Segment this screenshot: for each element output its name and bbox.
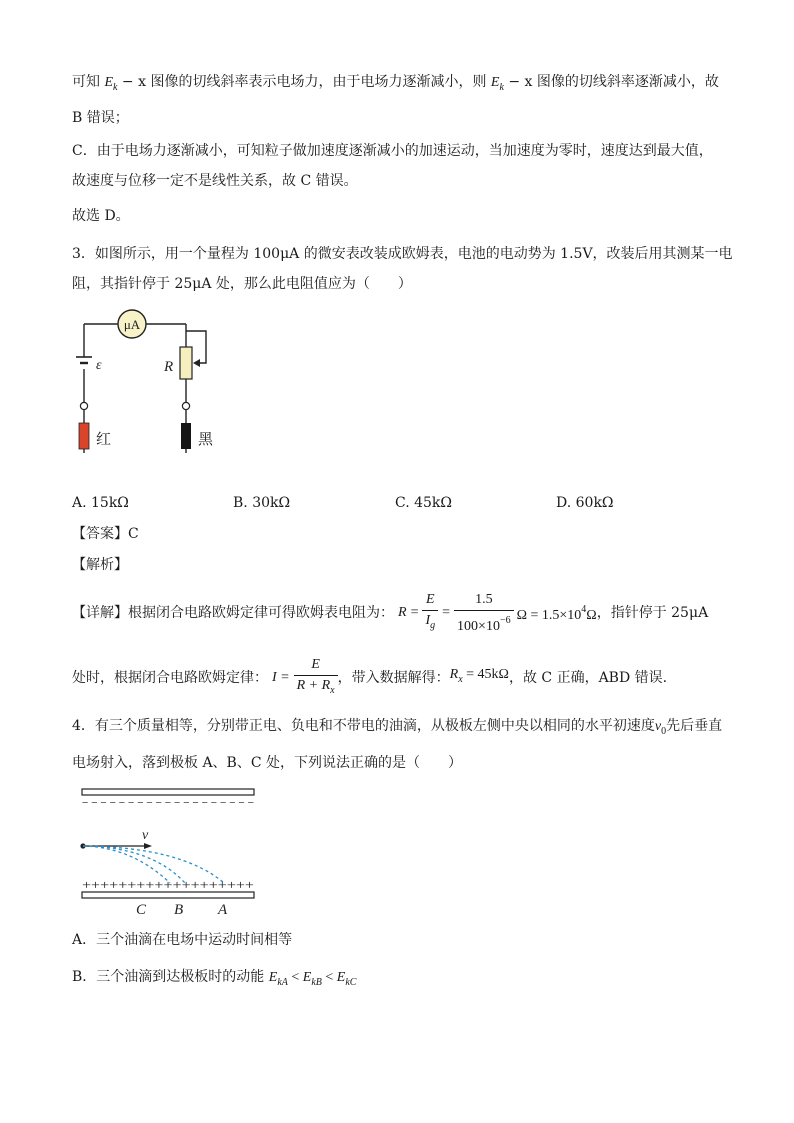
math-var: I = bbox=[272, 669, 290, 685]
point-b-label: B bbox=[174, 902, 184, 918]
question-3-line-2: 阻，其指针停于 25μA 处，那么此电阻值应为（ ） bbox=[72, 276, 412, 292]
math-op: = bbox=[442, 605, 451, 620]
answer-line bbox=[72, 524, 139, 544]
answer-tag: 【答案】 bbox=[72, 526, 128, 542]
text-span: − x 图像的切线斜率表示电场力，由于电场力逐渐减小，则 bbox=[117, 74, 487, 90]
question-4-line-1: 4．有三个质量相等，分别带正电、负电和不带电的油滴，从极板左侧中央以相同的水平初速度$v_0$先后垂直 bbox=[72, 718, 723, 737]
black-probe-icon bbox=[181, 423, 191, 449]
kinetic-energy-expression: $E_{kA} < E_{kB} < E_{kC}$ bbox=[268, 970, 357, 988]
fraction-current: $\frac{E}{R + R_x}$ bbox=[294, 655, 338, 701]
text-span: ，带入数据解得： bbox=[337, 669, 450, 686]
point-a-label: A bbox=[218, 902, 228, 918]
math-op: = bbox=[410, 605, 419, 620]
point-c-label: C bbox=[136, 902, 147, 918]
text-span: 根据闭合电路欧姆定律可得欧姆表电阻为： bbox=[128, 605, 394, 621]
fraction-e-over-ig: $\frac{E}{I_g}$ bbox=[422, 590, 438, 636]
v0-symbol: $v_0$ bbox=[654, 719, 667, 737]
detail-tag: 【详解】 bbox=[72, 605, 128, 621]
answer-value: C bbox=[128, 526, 139, 542]
text-line: B 错误； bbox=[72, 110, 129, 126]
velocity-label: v bbox=[142, 828, 149, 843]
question-3-line-1: 3．如图所示，用一个量程为 100μA 的微安表改装成欧姆表，电池的电动势为 1.5V，改装后用其测某一电 bbox=[72, 246, 733, 262]
capacitor-droplets-figure bbox=[72, 785, 268, 920]
ohmmeter-circuit-figure bbox=[60, 305, 230, 455]
detail-line-1 bbox=[72, 588, 708, 638]
text-span: ，指针停于 25μA bbox=[596, 605, 709, 621]
text-line: C．由于电场力逐渐减小，可知粒子做加速度逐渐减小的加速运动，当加速度为零时，速度达到最大值， bbox=[72, 143, 713, 159]
text-span: ，故 C 正确，ABD 错误. bbox=[508, 669, 668, 686]
text-span: 可知 bbox=[72, 74, 100, 90]
math-result: $\Omega = 1.5\times 10^4\Omega$ bbox=[516, 604, 597, 623]
detail-line-2 bbox=[72, 653, 667, 702]
positive-charges: +++++++++++++++++++ bbox=[82, 877, 254, 892]
text-span: − x 图像的切线斜率逐渐减小，故 bbox=[503, 74, 719, 90]
ek-symbol: $E_k$ bbox=[490, 75, 504, 93]
analysis-tag: 【解析】 bbox=[72, 557, 128, 573]
text-line: 故速度与位移一定不是线性关系，故 C 错误。 bbox=[72, 173, 358, 189]
option-a[interactable]: A. 15kΩ bbox=[72, 495, 129, 511]
text-line bbox=[72, 72, 719, 98]
question-4-line-2: 电场射入，落到极板 A、B、C 处，下列说法正确的是（ ） bbox=[72, 755, 463, 771]
text-line: 故选 D。 bbox=[72, 208, 130, 224]
ek-symbol: $E_k$ bbox=[104, 75, 118, 93]
meter-label: μA bbox=[123, 317, 141, 332]
fraction-value: $\frac{1.5}{100\times 10^{-6}}$ bbox=[454, 590, 514, 637]
resistor-label: R bbox=[164, 359, 174, 375]
negative-charges: − − − − − − − − − − − − − − − − − − − bbox=[82, 795, 254, 810]
text-span: 处时，根据闭合电路欧姆定律： bbox=[72, 669, 268, 686]
option-d[interactable]: D. 60kΩ bbox=[556, 495, 614, 511]
resistor-icon bbox=[180, 347, 192, 379]
math-var: R bbox=[398, 605, 407, 620]
q4-option-a[interactable]: A．三个油滴在电场中运动时间相等 bbox=[72, 932, 293, 948]
emf-label: ε bbox=[96, 358, 102, 373]
red-label: 红 bbox=[96, 432, 112, 448]
option-c[interactable]: C. 45kΩ bbox=[395, 495, 453, 511]
q4-option-b[interactable]: B．三个油滴到达极板时的动能 $E_{kA} < E_{kB} < E_{kC}$ bbox=[72, 969, 357, 988]
red-probe-icon bbox=[79, 423, 89, 449]
option-b[interactable]: B. 30kΩ bbox=[233, 495, 291, 511]
math-result: $R_x = 45k\Omega$ bbox=[449, 667, 509, 685]
black-label: 黑 bbox=[198, 432, 214, 448]
